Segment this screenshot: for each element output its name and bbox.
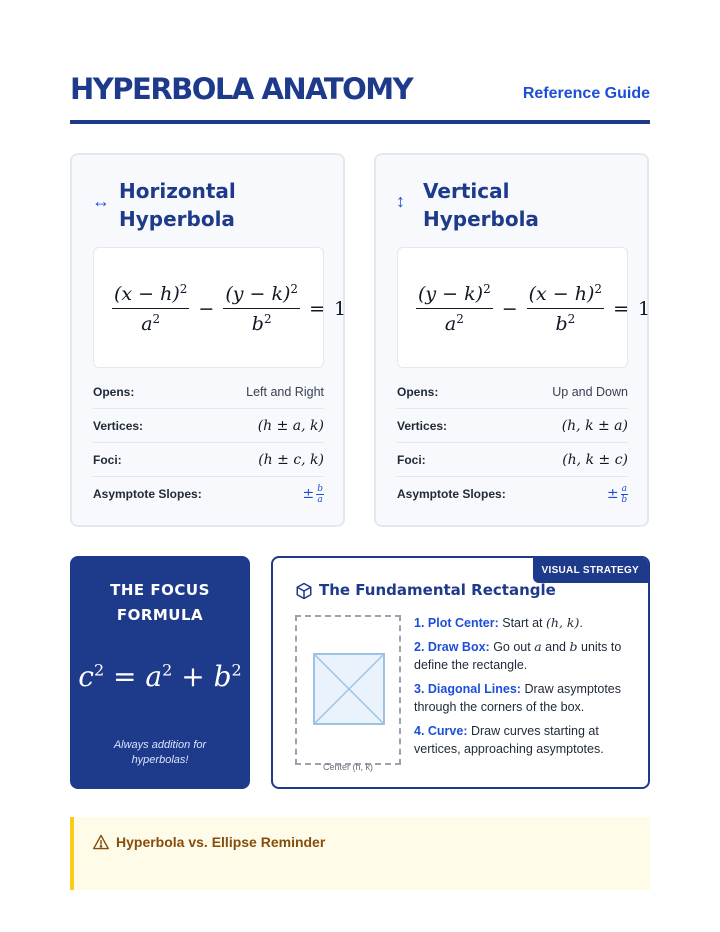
- card-title: Vertical Hyperbola: [423, 179, 539, 231]
- standard-equation: $\frac{(y - k)^2}{a^2}$ − $\frac{(x - h)^2}{b^2}$ = 1: [418, 282, 651, 335]
- equation-box: [397, 247, 651, 368]
- page-subtitle: Reference Guide: [522, 85, 650, 102]
- property-row-slopes: Asymptote Slopes: ± $\frac{b}{a}$: [93, 483, 323, 505]
- properties-list: [397, 375, 628, 511]
- slope-value: ± $\frac{a}{b}$: [606, 483, 628, 505]
- focus-formula: $c^2 = a^2 + b^2$: [78, 660, 242, 693]
- property-row-foci: Foci: (h, k ± c): [397, 443, 628, 477]
- horizontal-hyperbola-card: [70, 153, 345, 527]
- step-curve: 4. Curve: Draw curves starting at vertices, approaching asymptotes.: [414, 724, 604, 756]
- warning-icon: [92, 834, 110, 850]
- visual-strategy-badge: VISUAL STRATEGY: [533, 558, 648, 583]
- horizontal-arrows-icon: ↔: [92, 191, 110, 211]
- property-row-vertices: Vertices: (h ± a, k): [93, 409, 324, 443]
- property-row-slopes: Asymptote Slopes: ± $\frac{a}{b}$: [397, 483, 628, 505]
- property-row-foci: Foci: (h ± c, k): [93, 443, 324, 477]
- page-header: [70, 70, 650, 124]
- focus-note: Always addition for hyperbolas!: [113, 739, 207, 766]
- equation-box: [93, 247, 347, 368]
- vertical-hyperbola-card: [374, 153, 649, 527]
- fundamental-rectangle-diagram: [295, 615, 401, 765]
- focus-title: THE FOCUS FORMULA: [110, 581, 210, 624]
- focus-formula-card: [70, 556, 250, 789]
- vertical-arrows-icon: ↕: [396, 191, 405, 211]
- property-row-opens: Opens: Up and Down: [397, 375, 628, 409]
- standard-equation: $\frac{(x - h)^2}{a^2}$ − $\frac{(y - k)^2}{b^2}$ = 1: [114, 282, 347, 335]
- cube-icon: [295, 582, 313, 600]
- reminder-callout: [70, 817, 650, 890]
- strategy-title: The Fundamental Rectangle: [319, 581, 556, 599]
- slope-value: ± $\frac{b}{a}$: [302, 483, 323, 505]
- diagram-caption: Center (h, k): [322, 762, 373, 772]
- properties-list: [93, 375, 324, 511]
- visual-strategy-card: [271, 556, 650, 789]
- page-title: HYPERBOLA ANATOMY: [70, 72, 413, 106]
- card-title: Horizontal Hyperbola: [119, 179, 236, 231]
- reminder-title: Hyperbola vs. Ellipse Reminder: [116, 834, 326, 850]
- property-row-opens: Opens: Left and Right: [93, 375, 324, 409]
- step-draw-box: 2. Draw Box: Go out a and b units to define the rectangle.: [414, 639, 622, 672]
- step-diagonal-lines: 3. Diagonal Lines: Draw asymptotes through the corners of the box.: [414, 682, 622, 714]
- strategy-steps: [414, 614, 636, 764]
- rectangle-with-asymptotes: [313, 653, 385, 725]
- property-row-vertices: Vertices: (h, k ± a): [397, 409, 628, 443]
- step-plot-center: 1. Plot Center: Start at (h, k).: [414, 615, 583, 630]
